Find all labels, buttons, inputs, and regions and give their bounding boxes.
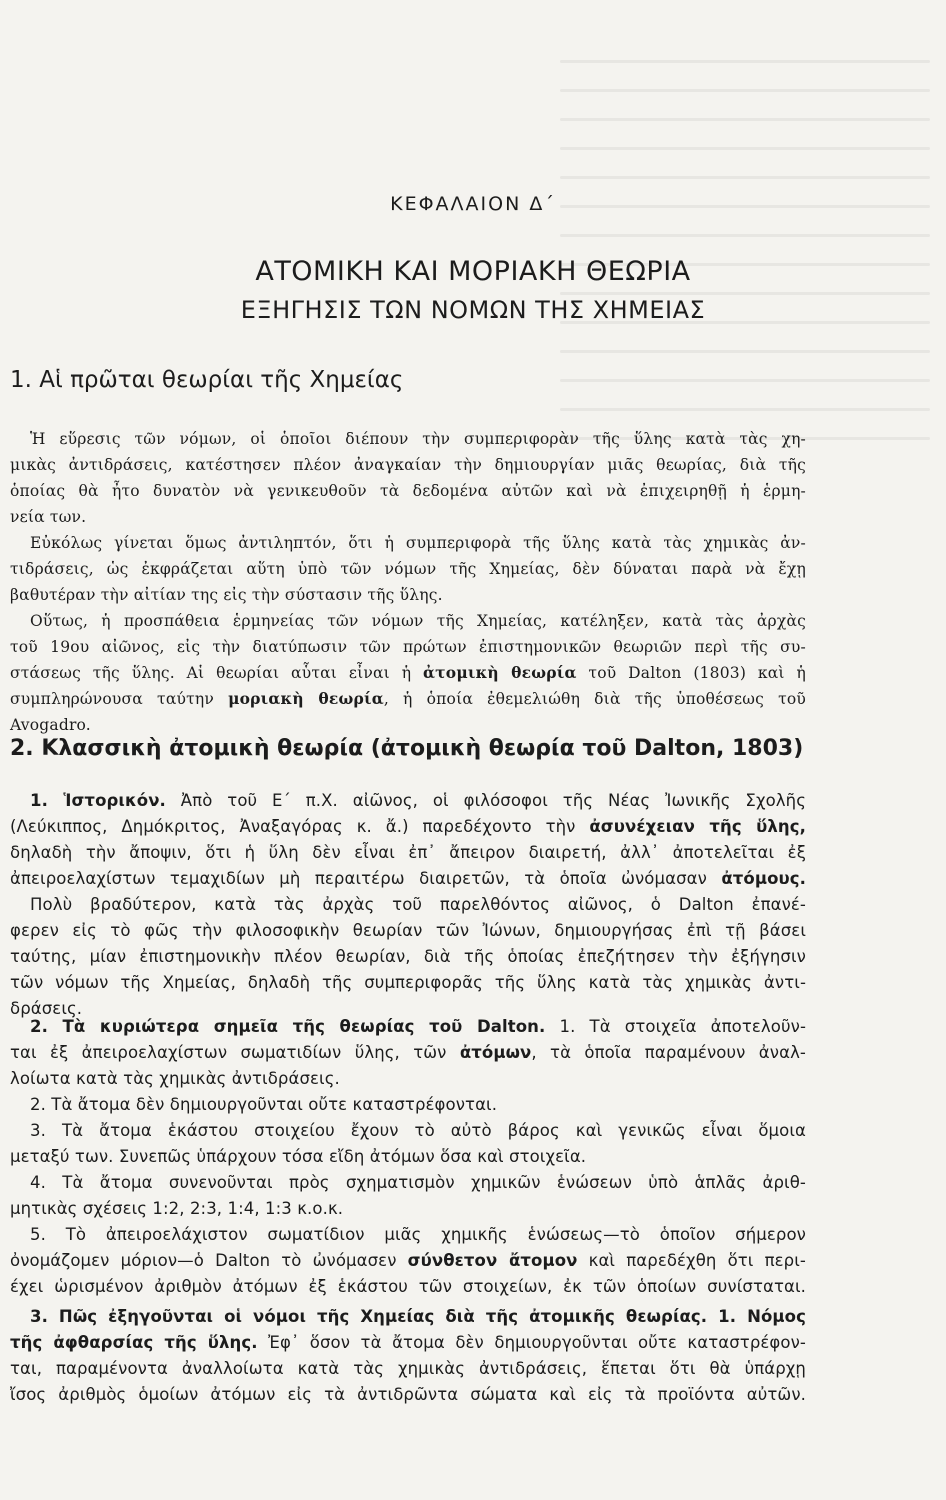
text-line: μεταξύ των. Συνεπῶς ὑπάρχουν τόσα εἴδη ἀτόμων ὅσα καὶ στοιχεῖα.: [10, 1147, 587, 1166]
text-line: 3. Τὰ ἄτομα ἑκάστου στοιχείου ἔχουν τὸ αὐτὸ βάρος καὶ γενικῶς εἶναι ὅμοια: [30, 1121, 806, 1140]
text-fragment: καὶ παρεδέχθη ὅτι περι-: [588, 1251, 806, 1270]
text-fragment: ἀπειροελαχίστων τεμαχιδίων μὴ περαιτέρω διαιρετῶν, τὰ ὁποῖα ὠνόμασαν: [10, 869, 707, 888]
text-fragment: ται ἐξ ἀπειροελαχίστων σωματιδίων ὕλης, τῶν: [10, 1043, 447, 1062]
chapter-title-line-1: ΑΤΟΜΙΚΗ ΚΑΙ ΜΟΡΙΑΚΗ ΘΕΩΡΙΑ: [255, 256, 691, 287]
emphasis-molecular-theory: μοριακὴ θεωρία: [228, 689, 384, 708]
section-2-explanation: [10, 1304, 806, 1408]
text-line: [10, 660, 806, 686]
emphasis-compound-atom: σύνθετον ἄτομον: [407, 1251, 578, 1270]
text-fragment: στάσεως τῆς ὕλης. Αἱ θεωρίαι αὗται εἶναι ἡ: [10, 664, 412, 682]
text-line: [10, 1014, 806, 1040]
text-line: 2. Τὰ ἄτομα δὲν δημιουργοῦνται οὔτε καταστρέφονται.: [30, 1095, 498, 1114]
text-line: [10, 1248, 806, 1274]
text-fragment: 1. Τὰ στοιχεῖα ἀποτελοῦν-: [559, 1017, 806, 1036]
section-2-points: [10, 1014, 806, 1300]
text-line: 5. Τὸ ἀπειροελάχιστον σωματίδιον μιᾶς χημικῆς ἑνώσεως—τὸ ὁποῖον σήμερον: [30, 1225, 806, 1244]
text-fragment: συμπληρώνουσα ταύτην: [10, 690, 214, 708]
text-line: δράσεις.: [10, 999, 83, 1018]
text-line: Ἡ εὕρεσις τῶν νόμων, οἱ ὁποῖοι διέπουν τὴν συμπεριφορὰν τῆς ὕλης κατὰ τὰς χη-: [30, 430, 806, 448]
text-line: έχει ὡρισμένον ἀριθμὸν ἀτόμων ἐξ ἑκάστου τῶν στοιχείων, ἐκ τῶν ὁποίων συνίσταται.: [10, 1277, 806, 1296]
text-line: τοῦ 19ου αἰῶνος, εἰς τὴν διατύπωσιν τῶν πρώτων ἐπιστημονικῶν θεωριῶν περὶ τῆς συ-: [10, 638, 806, 656]
text-fragment: Ἀπὸ τοῦ Ε΄ π.Χ. αἰῶνος, οἱ φιλόσοφοι τῆς Νέας Ἰωνικῆς Σχολῆς: [180, 791, 806, 810]
section-1-heading: 1. Αἱ πρῶται θεωρίαι τῆς Χημείας: [10, 367, 404, 393]
text-line: τῶν νόμων τῆς Χημείας, δηλαδὴ τῆς συμπεριφορᾶς τῆς ὕλης κατὰ τὰς χημικὰς ἀντι-: [10, 973, 806, 992]
text-line: [10, 1040, 806, 1066]
text-line: 4. Τὰ ἄτομα συνενοῦνται πρὸς σχηματισμὸν χημικῶν ἑνώσεων ὑπὸ ἁπλᾶς ἀριθ-: [30, 1173, 806, 1192]
subsection-label-main-points: 2. Τὰ κυριώτερα σημεῖα τῆς θεωρίας τοῦ Dalton.: [30, 1017, 546, 1036]
text-line: [10, 1330, 806, 1356]
text-fragment: Ἐφ᾿ ὅσον τὰ ἄτομα δὲν δημιουργοῦνται οὔτε καταστρέφον-: [268, 1333, 806, 1352]
text-line: [10, 814, 806, 840]
text-line: ἴσος ἀριθμὸς ὁμοίων ἀτόμων εἰς τὰ ἀντιδρῶντα σώματα καὶ εἰς τὰ προϊόντα αὐτῶν.: [10, 1385, 806, 1404]
emphasis-atoms: ἀτόμους.: [721, 869, 806, 888]
text-fragment: (Λεύκιππος, Δημόκριτος, Ἀναξαγόρας κ. ἄ.) παρεδέχοντο τὴν: [10, 817, 576, 836]
text-line: νεία των.: [10, 508, 87, 526]
text-fragment: ὀνομάζομεν μόριον—ὁ Dalton τὸ ὠνόμασεν: [10, 1251, 397, 1270]
emphasis-atomic-theory: ἀτομικὴ θεωρία: [423, 663, 577, 682]
text-line: [10, 686, 806, 712]
text-line: Εὐκόλως γίνεται ὅμως ἀντιληπτόν, ὅτι ἡ συμπεριφορὰ τῆς ὕλης κατὰ τὰς χημικὰς ἀν-: [30, 534, 806, 552]
text-line: μικὰς ἀντιδράσεις, κατέστησεν πλέον ἀναγκαίαν τὴν δημιουργίαν μιᾶς θεωρίας, διὰ τῆς: [10, 456, 806, 474]
text-line: Avogadro.: [10, 716, 91, 734]
text-line: λοίωτα κατὰ τὰς χημικὰς ἀντιδράσεις.: [10, 1069, 340, 1088]
text-line: ταύτης, μίαν ἐπιστημονικὴν πλέον θεωρίαν, διὰ τῆς ὁποίας ἐπεζήτησεν τὴν ἐξήγησιν: [10, 947, 806, 966]
text-fragment: , ἡ ὁποία ἐθεμελιώθη διὰ τῆς ὑποθέσεως τοῦ: [383, 690, 806, 708]
text-fragment: , τὰ ὁποῖα παραμένουν ἀναλ-: [531, 1043, 806, 1062]
chapter-label: ΚΕΦΑΛΑΙΟΝ Δ΄: [390, 193, 556, 215]
text-line: Πολὺ βραδύτερον, κατὰ τὰς ἀρχὰς τοῦ παρελθόντος αἰῶνος, ὁ Dalton ἐπανέ-: [30, 895, 806, 914]
section-1-body: [10, 426, 806, 738]
text-line: [10, 866, 806, 892]
section-2-heading: 2. Κλασσικὴ ἀτομικὴ θεωρία (ἀτομικὴ θεωρία τοῦ Dalton, 1803): [10, 736, 804, 761]
text-line: ται, παραμένοντα ἀναλλοίωτα κατὰ τὰς χημικὰς ἀντιδράσεις, ἕπεται ὅτι θὰ ὑπάρχῃ: [10, 1359, 806, 1378]
text-line: βαθυτέραν τὴν αἰτίαν της εἰς τὴν σύστασιν τῆς ὕλης.: [10, 586, 443, 604]
text-fragment: τοῦ Dalton (1803) καὶ ἡ: [588, 664, 806, 682]
text-line: [10, 788, 806, 814]
text-line: Οὕτως, ἡ προσπάθεια ἑρμηνείας τῶν νόμων τῆς Χημείας, κατέληξεν, κατὰ τὰς ἀρχὰς: [30, 612, 806, 630]
text-line: ὁποίας θὰ ἦτο δυνατὸν νὰ γενικευθοῦν τὰ δεδομένα αὐτῶν καὶ νὰ ἐπιχειρηθῇ ἡ ἑρμη-: [10, 482, 806, 500]
chapter-title-line-2: ΕΞΗΓΗΣΙΣ ΤΩΝ ΝΟΜΩΝ ΤΗΣ ΧΗΜΕΙΑΣ: [240, 296, 706, 324]
subsection-label-history: 1. Ἱστορικόν.: [30, 791, 166, 810]
text-line: τιδράσεις, ὡς ἐκφράζεται αὕτη ὑπὸ τῶν νόμων τῆς Χημείας, δὲν δύναται παρὰ νὰ ἔχῃ: [10, 560, 806, 578]
text-line: [10, 1304, 806, 1330]
text-line: φερεν εἰς τὸ φῶς τὴν φιλοσοφικὴν θεωρίαν τῶν Ἰώνων, δημιουργήσας ἐπὶ τῇ βάσει: [10, 921, 806, 940]
text-line: δηλαδὴ τὴν ἄποψιν, ὅτι ἡ ὕλη δὲν εἶναι ἐπ᾿ ἄπειρον διαιρετή, ἀλλ᾿ ἀποτελεῖται ἐξ: [10, 843, 806, 862]
emphasis-conservation-law: τῆς ἀφθαρσίας τῆς ὕλης.: [10, 1333, 258, 1352]
emphasis-discontinuity: ἀσυνέχειαν τῆς ὕλης,: [589, 817, 806, 836]
text-line: μητικὰς σχέσεις 1:2, 2:3, 1:4, 1:3 κ.ο.κ.: [10, 1199, 344, 1218]
section-2-body: [10, 788, 806, 1022]
subsection-label-laws-explained: 3. Πῶς ἐξηγοῦνται οἱ νόμοι τῆς Χημείας διὰ τῆς ἀτομικῆς θεωρίας. 1. Νόμος: [30, 1307, 806, 1326]
emphasis-atoms: ἀτόμων: [459, 1043, 532, 1062]
